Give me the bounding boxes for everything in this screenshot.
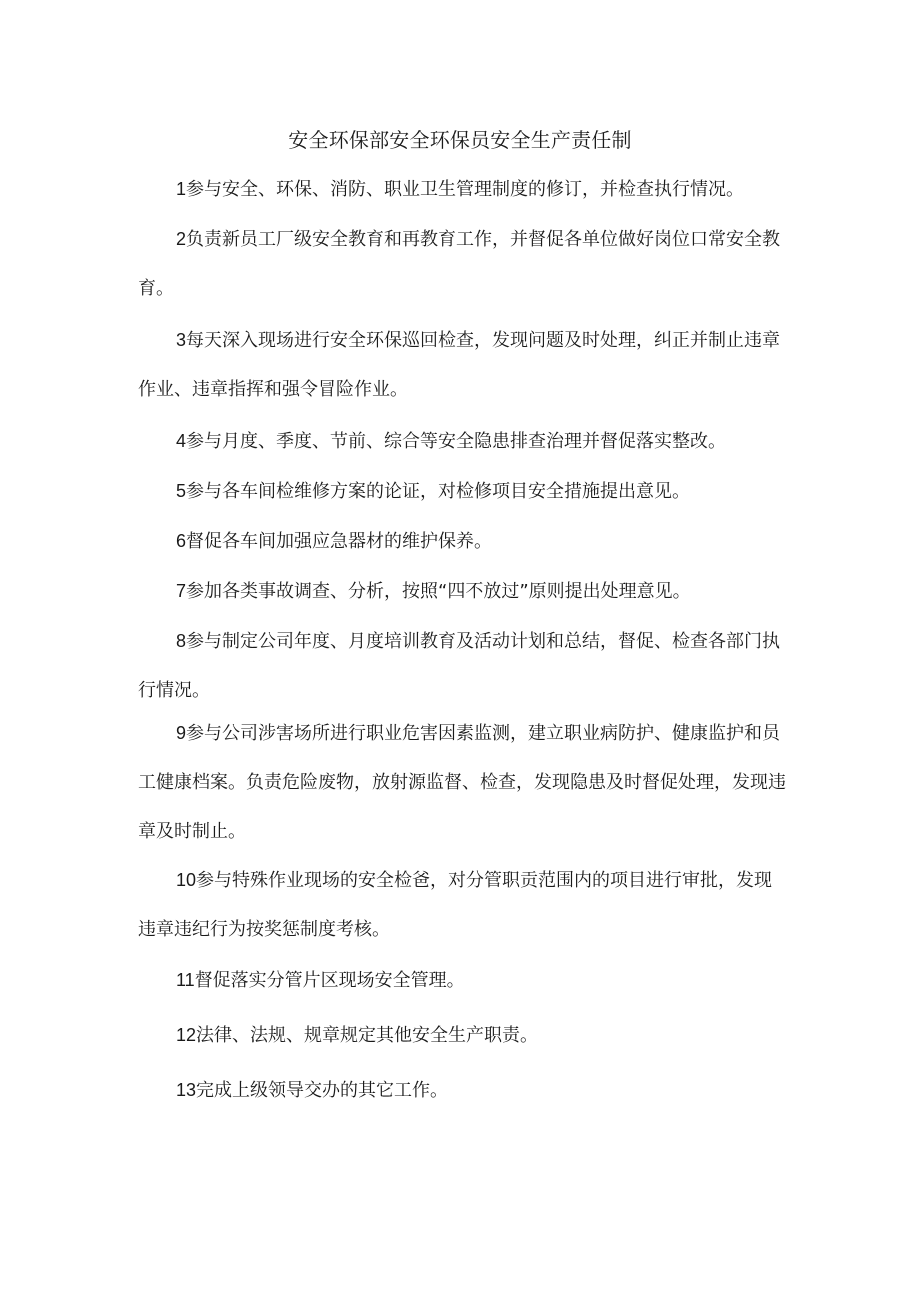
item-text: 每天深入现场进行安全环保巡回检查，发现问题及时处理，纠正并制止违章作业、违章指挥和强令冒险作业。 bbox=[138, 330, 781, 400]
item-text: 参与安全、环保、消防、职业卫生管理制度的修订，并检查执行情况。 bbox=[186, 179, 745, 200]
item-number: 8 bbox=[176, 631, 187, 651]
document-title: 安全环保部安全环保员安全生产责任制 bbox=[288, 128, 632, 152]
item-text: 法律、法规、规章规定其他安全生产职责。 bbox=[196, 1025, 539, 1046]
list-item-10 bbox=[138, 856, 788, 954]
item-number: 7 bbox=[176, 581, 187, 601]
item-text: 参加各类事故调查、分析，按照“四不放过”原则提出处理意见。 bbox=[186, 581, 691, 602]
list-item-6 bbox=[138, 517, 788, 566]
list-item-11 bbox=[138, 956, 788, 1005]
item-text: 督促落实分管片区现场安全管理。 bbox=[194, 970, 465, 991]
item-number: 11 bbox=[176, 970, 195, 990]
list-item-4 bbox=[138, 417, 788, 466]
list-item-7 bbox=[138, 567, 788, 616]
item-number: 12 bbox=[176, 1025, 197, 1045]
item-text: 参与公司涉害场所进行职业危害因素监测，建立职业病防护、健康监护和员工健康档案。负责危险废物，放射源监督、检查，发现隐患及时督促处理，发现违章及时制止。 bbox=[138, 723, 786, 842]
item-number: 5 bbox=[176, 481, 187, 501]
item-number: 13 bbox=[176, 1080, 197, 1100]
item-text: 完成上级领导交办的其它工作。 bbox=[196, 1080, 449, 1101]
item-text: 督促各车间加强应急器材的维护保养。 bbox=[186, 531, 493, 552]
item-number: 4 bbox=[176, 431, 187, 451]
list-item-9 bbox=[138, 709, 788, 856]
list-item-5 bbox=[138, 467, 788, 516]
item-text: 参与各车间检维修方案的论证，对检修项目安全措施提出意见。 bbox=[186, 481, 691, 502]
list-item-8 bbox=[138, 617, 788, 715]
list-item-13 bbox=[138, 1066, 788, 1115]
list-item-1 bbox=[138, 165, 788, 214]
item-number: 2 bbox=[176, 229, 187, 249]
list-item-12 bbox=[138, 1011, 788, 1060]
item-number: 3 bbox=[176, 330, 187, 350]
item-text: 参与月度、季度、节前、综合等安全隐患排查治理并督促落实整改。 bbox=[186, 431, 727, 452]
item-number: 6 bbox=[176, 531, 187, 551]
item-number: 1 bbox=[176, 179, 187, 199]
list-item-2 bbox=[138, 215, 788, 313]
list-item-3 bbox=[138, 316, 788, 414]
item-number: 10 bbox=[176, 870, 197, 890]
item-text: 参与特殊作业现场的安全检爸，对分管职贡范围内的项目进行审批，发现违章违纪行为按奖惩制度考核。 bbox=[138, 870, 773, 940]
item-number: 9 bbox=[176, 723, 187, 743]
item-text: 负责新员工厂级安全教育和再教育工作，并督促各单位做好岗位口常安全教育。 bbox=[138, 229, 781, 299]
item-text: 参与制定公司年度、月度培训教育及活动计划和总结，督促、检查各部门执行情况。 bbox=[138, 631, 781, 701]
